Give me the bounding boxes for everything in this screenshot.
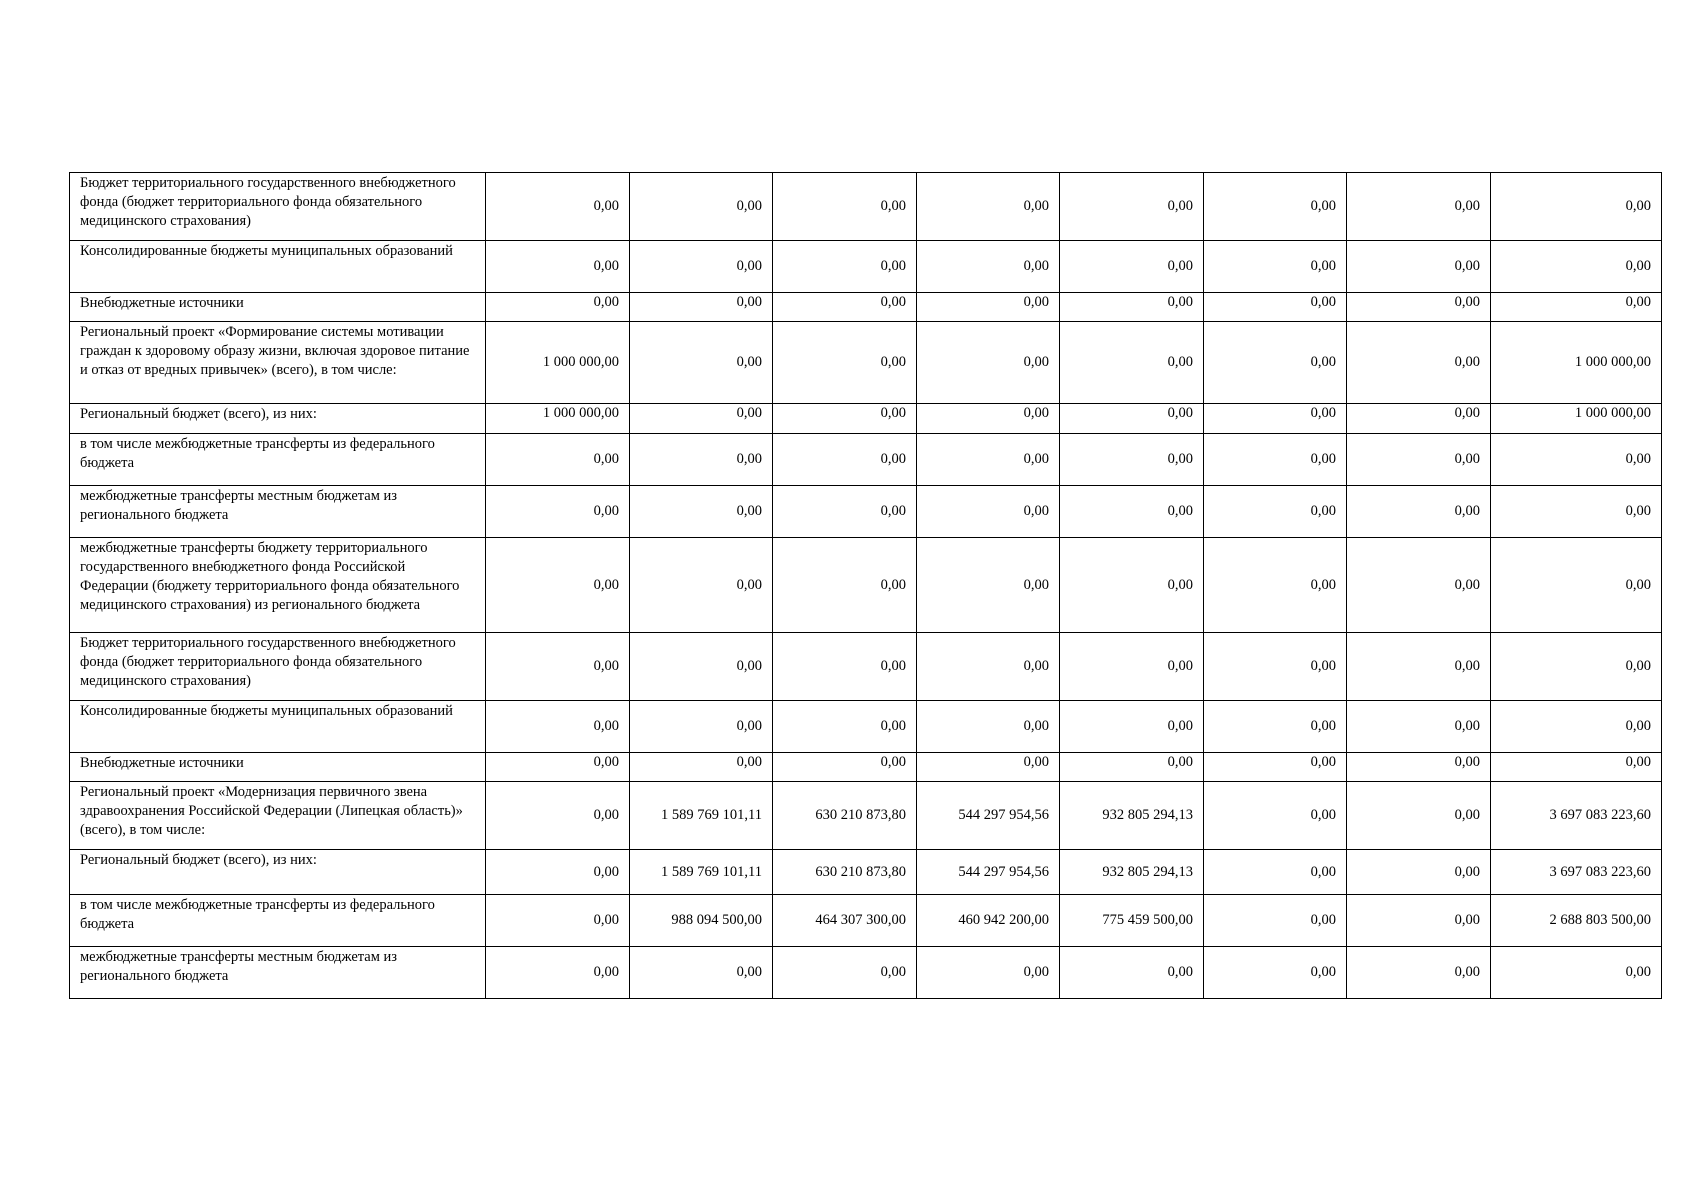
value-cell: 0,00: [630, 404, 773, 434]
table-row: [70, 895, 1662, 947]
value-cell: 630 210 873,80: [773, 850, 917, 895]
value-cell: 0,00: [1204, 322, 1347, 404]
table-row: [70, 486, 1662, 538]
value-cell: 0,00: [1491, 633, 1662, 701]
value-cell: 630 210 873,80: [773, 782, 917, 850]
value-cell: 0,00: [1347, 173, 1491, 241]
table-row: [70, 947, 1662, 999]
table-row: [70, 434, 1662, 486]
row-label: в том числе межбюджетные трансферты из федерального бюджета: [70, 434, 486, 486]
value-cell: 0,00: [1060, 486, 1204, 538]
row-label: Консолидированные бюджеты муниципальных образований: [70, 701, 486, 753]
value-cell: 0,00: [773, 434, 917, 486]
value-cell: 0,00: [1204, 486, 1347, 538]
value-cell: 0,00: [1491, 947, 1662, 999]
value-cell: 0,00: [1204, 633, 1347, 701]
table-row: [70, 293, 1662, 322]
value-cell: 0,00: [486, 173, 630, 241]
value-cell: 0,00: [917, 293, 1060, 322]
value-cell: 0,00: [630, 173, 773, 241]
row-label: межбюджетные трансферты местным бюджетам из регионального бюджета: [70, 486, 486, 538]
value-cell: 0,00: [1204, 782, 1347, 850]
value-cell: 0,00: [1347, 293, 1491, 322]
value-cell: 0,00: [1491, 293, 1662, 322]
table-row: [70, 322, 1662, 404]
value-cell: 0,00: [486, 782, 630, 850]
value-cell: 0,00: [1204, 434, 1347, 486]
value-cell: 0,00: [486, 753, 630, 782]
value-cell: 0,00: [630, 538, 773, 633]
value-cell: 460 942 200,00: [917, 895, 1060, 947]
value-cell: 0,00: [773, 947, 917, 999]
value-cell: 0,00: [773, 404, 917, 434]
value-cell: 0,00: [917, 322, 1060, 404]
table-row: [70, 753, 1662, 782]
value-cell: 0,00: [917, 947, 1060, 999]
value-cell: 0,00: [486, 241, 630, 293]
value-cell: 0,00: [773, 538, 917, 633]
value-cell: 0,00: [917, 753, 1060, 782]
value-cell: 464 307 300,00: [773, 895, 917, 947]
row-label: Внебюджетные источники: [70, 753, 486, 782]
value-cell: 0,00: [1060, 404, 1204, 434]
row-label: межбюджетные трансферты бюджету территориального государственного внебюджетного фонда Российской Федерации (бюджету территориального фонда обязательного медицинского страхования) из регионального бюджета: [70, 538, 486, 633]
value-cell: 0,00: [917, 633, 1060, 701]
row-label: Региональный бюджет (всего), из них:: [70, 404, 486, 434]
value-cell: 0,00: [1060, 322, 1204, 404]
value-cell: 0,00: [1491, 241, 1662, 293]
row-label: Бюджет территориального государственного внебюджетного фонда (бюджет территориального фонда обязательного медицинского страхования): [70, 173, 486, 241]
value-cell: 0,00: [773, 701, 917, 753]
value-cell: 0,00: [486, 434, 630, 486]
row-label: Внебюджетные источники: [70, 293, 486, 322]
table-row: [70, 173, 1662, 241]
value-cell: 0,00: [1204, 947, 1347, 999]
value-cell: 0,00: [1347, 434, 1491, 486]
row-label: Региональный проект «Модернизация первичного звена здравоохранения Российской Федерации (Липецкая область)» (всего), в том числе:: [70, 782, 486, 850]
value-cell: 0,00: [917, 404, 1060, 434]
value-cell: 2 688 803 500,00: [1491, 895, 1662, 947]
value-cell: 0,00: [773, 633, 917, 701]
value-cell: 0,00: [917, 173, 1060, 241]
value-cell: 0,00: [1204, 701, 1347, 753]
value-cell: 0,00: [917, 434, 1060, 486]
value-cell: 0,00: [1347, 753, 1491, 782]
value-cell: 0,00: [917, 241, 1060, 293]
value-cell: 0,00: [486, 633, 630, 701]
row-label: Консолидированные бюджеты муниципальных образований: [70, 241, 486, 293]
value-cell: 0,00: [917, 538, 1060, 633]
value-cell: 1 589 769 101,11: [630, 782, 773, 850]
value-cell: 0,00: [486, 538, 630, 633]
value-cell: 544 297 954,56: [917, 782, 1060, 850]
table-row: [70, 633, 1662, 701]
value-cell: 0,00: [1347, 241, 1491, 293]
value-cell: 0,00: [486, 850, 630, 895]
value-cell: 1 589 769 101,11: [630, 850, 773, 895]
value-cell: 988 094 500,00: [630, 895, 773, 947]
value-cell: 0,00: [630, 322, 773, 404]
value-cell: 0,00: [1491, 538, 1662, 633]
value-cell: 0,00: [1204, 850, 1347, 895]
value-cell: 0,00: [1347, 782, 1491, 850]
row-label: Региональный бюджет (всего), из них:: [70, 850, 486, 895]
value-cell: 0,00: [1347, 404, 1491, 434]
value-cell: 775 459 500,00: [1060, 895, 1204, 947]
value-cell: 1 000 000,00: [1491, 404, 1662, 434]
value-cell: 0,00: [1060, 701, 1204, 753]
value-cell: 0,00: [486, 701, 630, 753]
budget-table: [69, 172, 1662, 999]
value-cell: 0,00: [486, 947, 630, 999]
value-cell: 0,00: [1060, 538, 1204, 633]
value-cell: 3 697 083 223,60: [1491, 782, 1662, 850]
row-label: Региональный проект «Формирование системы мотивации граждан к здоровому образу жизни, включая здоровое питание и отказ от вредных привычек» (всего), в том числе:: [70, 322, 486, 404]
value-cell: 0,00: [1204, 241, 1347, 293]
row-label: межбюджетные трансферты местным бюджетам из регионального бюджета: [70, 947, 486, 999]
value-cell: 0,00: [630, 633, 773, 701]
value-cell: 0,00: [486, 486, 630, 538]
table-body: [70, 173, 1662, 999]
value-cell: 0,00: [1347, 947, 1491, 999]
value-cell: 0,00: [773, 173, 917, 241]
value-cell: 0,00: [1347, 850, 1491, 895]
value-cell: 0,00: [1347, 895, 1491, 947]
value-cell: 0,00: [1060, 241, 1204, 293]
value-cell: 0,00: [1347, 538, 1491, 633]
value-cell: 0,00: [1204, 173, 1347, 241]
table-row: [70, 850, 1662, 895]
value-cell: 0,00: [1491, 753, 1662, 782]
value-cell: 0,00: [773, 241, 917, 293]
value-cell: 0,00: [1491, 173, 1662, 241]
row-label: в том числе межбюджетные трансферты из федерального бюджета: [70, 895, 486, 947]
table-row: [70, 782, 1662, 850]
value-cell: 0,00: [917, 486, 1060, 538]
value-cell: 0,00: [773, 753, 917, 782]
value-cell: 0,00: [630, 947, 773, 999]
value-cell: 0,00: [1060, 947, 1204, 999]
value-cell: 0,00: [1347, 633, 1491, 701]
table-row: [70, 404, 1662, 434]
value-cell: 0,00: [630, 486, 773, 538]
table-row: [70, 241, 1662, 293]
value-cell: 0,00: [630, 701, 773, 753]
value-cell: 932 805 294,13: [1060, 850, 1204, 895]
value-cell: 0,00: [1204, 538, 1347, 633]
value-cell: 0,00: [917, 701, 1060, 753]
value-cell: 0,00: [1347, 701, 1491, 753]
value-cell: 544 297 954,56: [917, 850, 1060, 895]
value-cell: 0,00: [1204, 895, 1347, 947]
value-cell: 0,00: [1060, 633, 1204, 701]
row-label: Бюджет территориального государственного внебюджетного фонда (бюджет территориального фонда обязательного медицинского страхования): [70, 633, 486, 701]
value-cell: 1 000 000,00: [1491, 322, 1662, 404]
value-cell: 0,00: [1060, 173, 1204, 241]
value-cell: 0,00: [773, 322, 917, 404]
value-cell: 0,00: [1060, 293, 1204, 322]
value-cell: 932 805 294,13: [1060, 782, 1204, 850]
value-cell: 0,00: [773, 486, 917, 538]
value-cell: 0,00: [1491, 434, 1662, 486]
value-cell: 0,00: [1060, 753, 1204, 782]
value-cell: 0,00: [630, 434, 773, 486]
table-row: [70, 538, 1662, 633]
value-cell: 0,00: [486, 293, 630, 322]
value-cell: 3 697 083 223,60: [1491, 850, 1662, 895]
table-row: [70, 701, 1662, 753]
value-cell: 0,00: [1204, 293, 1347, 322]
value-cell: 0,00: [1347, 322, 1491, 404]
value-cell: 0,00: [1060, 434, 1204, 486]
value-cell: 0,00: [486, 895, 630, 947]
value-cell: 0,00: [1204, 404, 1347, 434]
value-cell: 0,00: [773, 293, 917, 322]
value-cell: 0,00: [630, 753, 773, 782]
value-cell: 0,00: [1491, 486, 1662, 538]
value-cell: 0,00: [630, 293, 773, 322]
value-cell: 1 000 000,00: [486, 404, 630, 434]
value-cell: 0,00: [630, 241, 773, 293]
value-cell: 0,00: [1347, 486, 1491, 538]
value-cell: 0,00: [1204, 753, 1347, 782]
value-cell: 0,00: [1491, 701, 1662, 753]
value-cell: 1 000 000,00: [486, 322, 630, 404]
